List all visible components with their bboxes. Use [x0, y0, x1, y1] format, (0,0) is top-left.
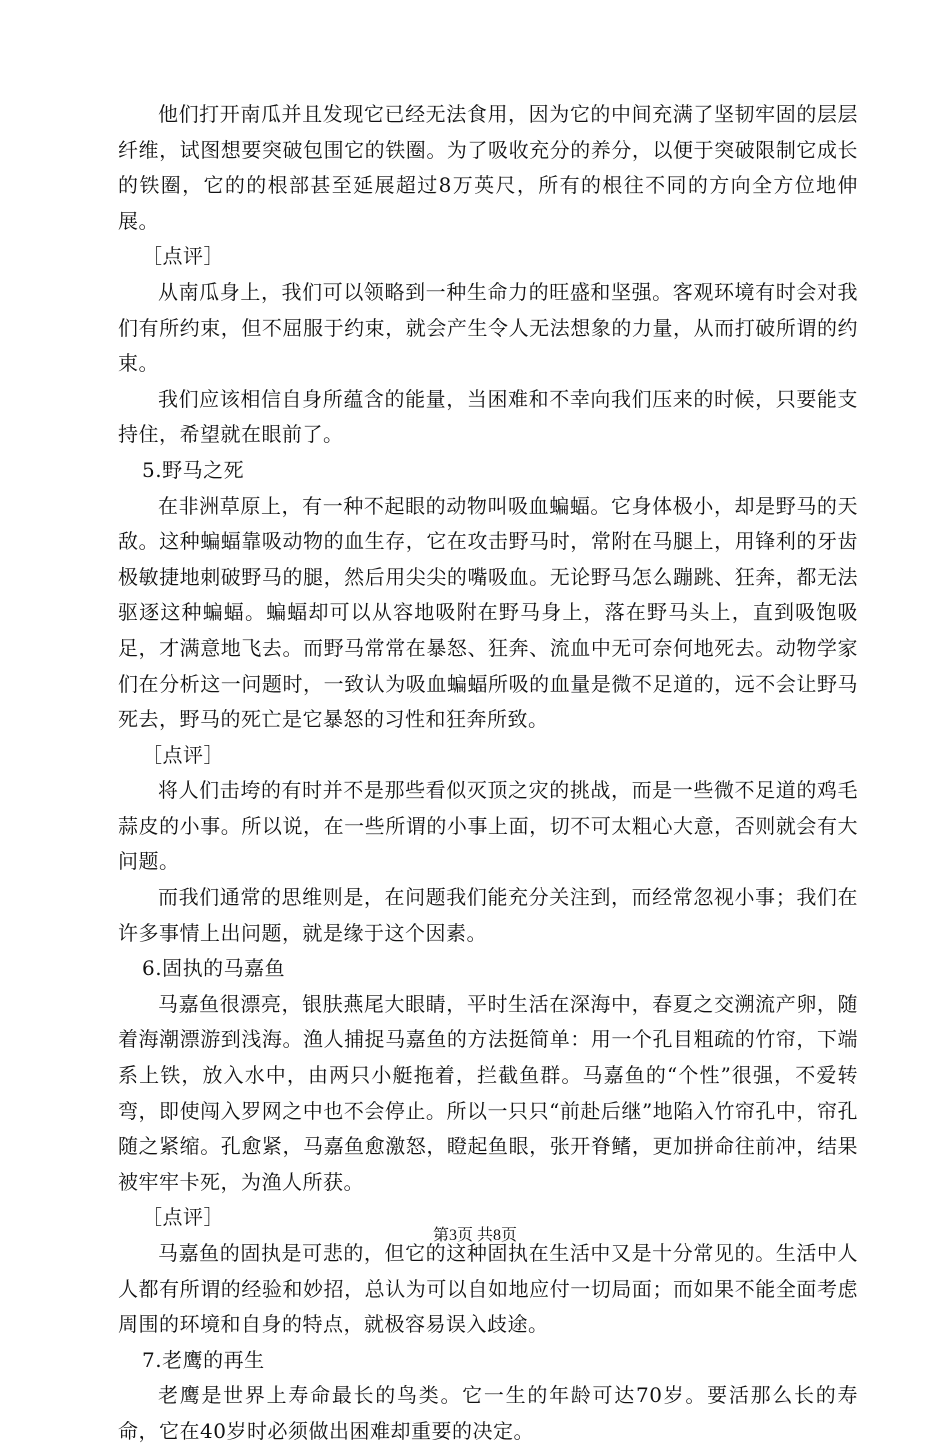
- comment-label: ［点评］: [142, 742, 224, 767]
- section-heading: 5.野马之死: [142, 457, 245, 482]
- section-heading: 7.老鹰的再生: [142, 1347, 265, 1372]
- comment-label: ［点评］: [142, 244, 224, 269]
- document-body: [118, 97, 858, 1450]
- paragraph: 他们打开南瓜并且发现它已经无法食用，因为它的中间充满了坚韧牢固的层层纤维，试图想要突破包围它的铁圈。为了吸收充分的养分，以便于突破限制它成长的铁圈，它的的根部甚至延展超过8万英尺，所有的根往不同的方向全方位地伸展。: [118, 102, 858, 233]
- paragraph: 而我们通常的思维则是，在问题我们能充分关注到，而经常忽视小事；我们在许多事情上出问题，就是缘于这个因素。: [118, 885, 858, 945]
- paragraph: 我们应该相信自身所蕴含的能量，当困难和不幸向我们压来的时候，只要能支持住，希望就在眼前了。: [118, 386, 858, 447]
- paragraph: 在非洲草原上，有一种不起眼的动物叫吸血蝙蝠。它身体极小，却是野马的天敌。这种蝙蝠靠吸动物的血生存，它在攻击野马时，常附在马腿上，用锋利的牙齿极敏捷地刺破野马的腿，然后用尖尖的嘴吸血。无论野马怎么蹦跳、狂奔，都无法驱逐这种蝙蝠。蝙蝠却可以从容地吸附在野马身上，落在野马头上，直到吸饱吸足，才满意地飞去。而野马常常在暴怒、狂奔、流血中无可奈何地死去。动物学家们在分析这一问题时，一致认为吸血蝙蝠所吸的血量是微不足道的，远不会让野马死去，野马的死亡是它暴怒的习性和狂奔所致。: [118, 493, 858, 732]
- paragraph: 马嘉鱼的固执是可悲的，但它的这种固执在生活中又是十分常见的。生活中人人都有所谓的经验和妙招，总认为可以自如地应付一切局面；而如果不能全面考虑周围的环境和自身的特点，就极容易误入歧途。: [118, 1241, 858, 1337]
- comment-label: ［点评］: [142, 1205, 224, 1230]
- paragraph: 从南瓜身上，我们可以领略到一种生命力的旺盛和坚强。客观环境有时会对我们有所约束，但不屈服于约束，就会产生令人无法想象的力量，从而打破所谓的约束。: [118, 279, 858, 376]
- section-heading: 6.固执的马嘉鱼: [142, 956, 286, 981]
- paragraph: 老鹰是世界上寿命最长的鸟类。它一生的年龄可达70岁。要活那么长的寿命，它在40岁时必须做出困难却重要的决定。: [118, 1383, 858, 1443]
- paragraph: 将人们击垮的有时并不是那些看似灭顶之灾的挑战，而是一些微不足道的鸡毛蒜皮的小事。所以说，在一些所谓的小事上面，切不可太粗心大意，否则就会有大问题。: [118, 778, 858, 874]
- paragraph: 马嘉鱼很漂亮，银肤燕尾大眼睛，平时生活在深海中，春夏之交溯流产卵，随着海潮漂游到浅海。渔人捕捉马嘉鱼的方法挺简单：用一个孔目粗疏的竹帘，下端系上铁，放入水中，由两只小艇拖着，拦截鱼群。马嘉鱼的“个性”很强，不爱转弯，即使闯入罗网之中也不会停止。所以一只只“前赴后继”地陷入竹帘孔中，帘孔随之紧缩。孔愈紧，马嘉鱼愈激怒，瞪起鱼眼，张开脊鳍，更加拼命往前冲，结果被牢牢卡死，为渔人所获。: [118, 991, 858, 1194]
- page-footer: 第3页 共8页: [432, 1227, 517, 1244]
